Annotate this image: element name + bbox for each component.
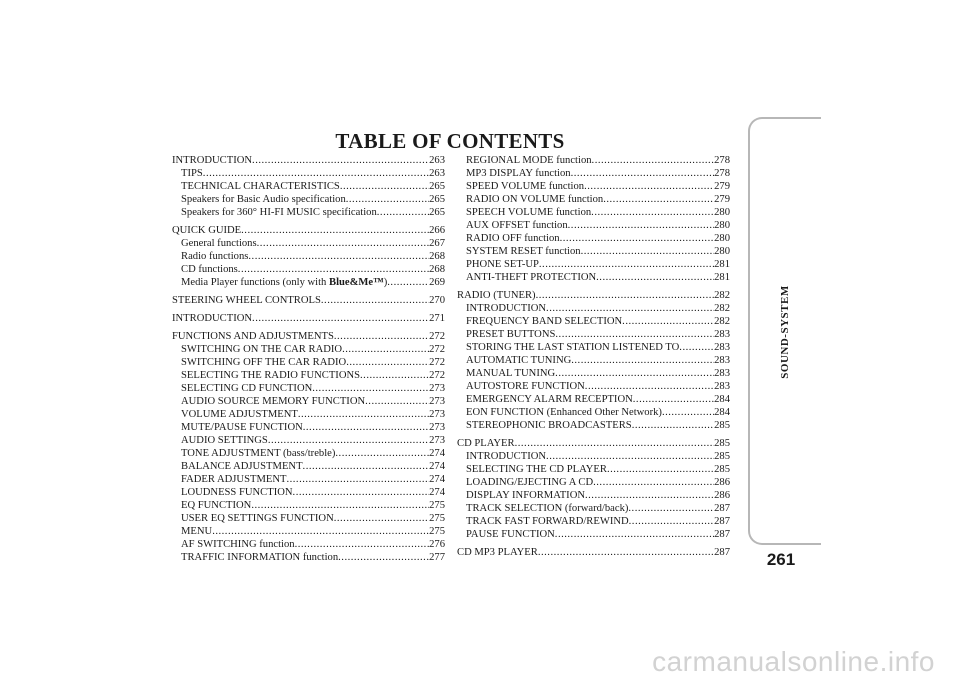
toc-entry-label: DISPLAY INFORMATION xyxy=(466,490,585,501)
toc-entry[interactable] xyxy=(172,395,445,408)
dot-leader xyxy=(603,193,714,206)
toc-entry-page: 273 xyxy=(429,422,445,433)
toc-left-column xyxy=(172,154,445,564)
toc-entry-page: 273 xyxy=(429,383,445,394)
dot-leader xyxy=(360,369,429,382)
toc-entry-page: 268 xyxy=(429,251,445,262)
toc-entry[interactable] xyxy=(457,258,730,271)
toc-entry-label: EQ FUNCTION xyxy=(181,500,252,511)
dot-leader xyxy=(622,315,714,328)
toc-entry-label: INTRODUCTION xyxy=(172,313,253,324)
dot-leader xyxy=(238,263,429,276)
toc-entry-page: 285 xyxy=(714,451,730,462)
toc-entry[interactable] xyxy=(172,193,445,206)
dot-leader xyxy=(568,219,714,232)
toc-entry-label: CD MP3 PLAYER xyxy=(457,547,538,558)
toc-entry[interactable] xyxy=(172,408,445,421)
toc-entry[interactable] xyxy=(172,294,445,307)
dot-leader xyxy=(632,419,714,432)
toc-entry-label: SWITCHING ON THE CAR RADIO xyxy=(181,344,343,355)
toc-entry-label: AUDIO SOURCE MEMORY FUNCTION xyxy=(181,396,366,407)
toc-entry-label: Speakers for 360° HI-FI MUSIC specification xyxy=(181,207,377,218)
dot-leader xyxy=(251,499,429,512)
dot-leader xyxy=(555,528,714,541)
toc-entry[interactable] xyxy=(457,302,730,315)
toc-entry[interactable] xyxy=(172,250,445,263)
toc-entry[interactable] xyxy=(457,502,730,515)
toc-entry[interactable] xyxy=(172,460,445,473)
dot-leader xyxy=(546,450,714,463)
toc-entry-label: FADER ADJUSTMENT xyxy=(181,474,287,485)
toc-entry-label: PRESET BUTTONS xyxy=(466,329,556,340)
toc-entry-label: VOLUME ADJUSTMENT xyxy=(181,409,298,420)
toc-entry[interactable] xyxy=(457,219,730,232)
section-tab-label: SOUND-SYSTEM xyxy=(779,285,791,379)
toc-entry[interactable] xyxy=(457,380,730,393)
toc-entry[interactable] xyxy=(457,463,730,476)
toc-entry[interactable] xyxy=(172,434,445,447)
toc-entry-label: MENU xyxy=(181,526,213,537)
toc-entry-label: TONE ADJUSTMENT (bass/treble) xyxy=(181,448,336,459)
toc-entry-label: TECHNICAL CHARACTERISTICS xyxy=(181,181,340,192)
dot-leader xyxy=(536,289,715,302)
dot-leader xyxy=(342,343,429,356)
toc-entry-page: 274 xyxy=(429,487,445,498)
toc-entry-page: 282 xyxy=(714,290,730,301)
toc-entry[interactable] xyxy=(172,167,445,180)
toc-entry-page: 286 xyxy=(714,490,730,501)
toc-entry-label: TRAFFIC INFORMATION function xyxy=(181,552,339,563)
toc-entry-page: 266 xyxy=(429,225,445,236)
dot-leader xyxy=(584,180,714,193)
toc-entry[interactable] xyxy=(172,356,445,369)
dot-leader xyxy=(555,328,714,341)
toc-entry[interactable] xyxy=(457,180,730,193)
dot-leader xyxy=(377,206,429,219)
toc-entry-page: 285 xyxy=(714,464,730,475)
toc-entry-page: 268 xyxy=(429,264,445,275)
dot-leader xyxy=(248,250,429,263)
toc-entry-label: FUNCTIONS AND ADJUSTMENTS xyxy=(172,331,334,342)
toc-entry[interactable] xyxy=(457,393,730,406)
toc-entry[interactable] xyxy=(172,499,445,512)
toc-entry-label: CD functions xyxy=(181,264,238,275)
toc-entry-page: 275 xyxy=(429,513,445,524)
dot-leader xyxy=(585,380,714,393)
toc-entry[interactable] xyxy=(172,473,445,486)
toc-entry[interactable] xyxy=(172,551,445,564)
toc-entry[interactable] xyxy=(457,271,730,284)
toc-entry-label: PAUSE FUNCTION xyxy=(466,529,555,540)
toc-entry-page: 287 xyxy=(714,503,730,514)
toc-entry-page: 283 xyxy=(714,342,730,353)
toc-entry-page: 274 xyxy=(429,461,445,472)
toc-entry-label: STEERING WHEEL CONTROLS xyxy=(172,295,321,306)
toc-entry-label: SYSTEM RESET function xyxy=(466,246,581,257)
toc-entry-label: SPEECH VOLUME function xyxy=(466,207,592,218)
toc-entry-page: 287 xyxy=(714,516,730,527)
toc-entry[interactable] xyxy=(457,193,730,206)
toc-entry-label: SWITCHING OFF THE CAR RADIO xyxy=(181,357,347,368)
toc-entry[interactable] xyxy=(172,237,445,250)
dot-leader xyxy=(585,489,714,502)
toc-entry[interactable] xyxy=(172,206,445,219)
toc-entry[interactable] xyxy=(457,328,730,341)
dot-leader xyxy=(596,271,714,284)
toc-entry-label: ANTI-THEFT PROTECTION xyxy=(466,272,597,283)
dot-leader xyxy=(571,354,714,367)
toc-entry-label: TRACK FAST FORWARD/REWIND xyxy=(466,516,629,527)
dot-leader xyxy=(212,525,429,538)
toc-entry-page: 273 xyxy=(429,435,445,446)
toc-entry-page: 282 xyxy=(714,316,730,327)
toc-entry[interactable] xyxy=(172,486,445,499)
dot-leader xyxy=(365,395,429,408)
toc-entry-page: 285 xyxy=(714,438,730,449)
toc-entry-label: AUTOSTORE FUNCTION xyxy=(466,381,585,392)
toc-entry-label: MP3 DISPLAY function xyxy=(466,168,571,179)
toc-entry-page: 283 xyxy=(714,329,730,340)
toc-entry-label: AUTOMATIC TUNING xyxy=(466,355,572,366)
toc-entry-label: FREQUENCY BAND SELECTION xyxy=(466,316,623,327)
dot-leader xyxy=(539,258,714,271)
dot-leader xyxy=(592,154,715,167)
dot-leader xyxy=(293,486,430,499)
toc-entry-page: 276 xyxy=(429,539,445,550)
toc-entry-label: Speakers for Basic Audio specification xyxy=(181,194,346,205)
toc-entry-page: 270 xyxy=(429,295,445,306)
toc-entry[interactable] xyxy=(172,369,445,382)
toc-entry-page: 272 xyxy=(429,357,445,368)
dot-leader xyxy=(338,551,429,564)
toc-entry[interactable] xyxy=(172,330,445,343)
toc-entry-label: PHONE SET-UP xyxy=(466,259,539,270)
toc-entry[interactable] xyxy=(457,476,730,489)
toc-entry[interactable] xyxy=(457,489,730,502)
toc-entry-label: EON FUNCTION (Enhanced Other Network) xyxy=(466,407,662,418)
toc-entry-page: 275 xyxy=(429,526,445,537)
toc-entry[interactable] xyxy=(172,538,445,551)
toc-entry-label: STEREOPHONIC BROADCASTERS xyxy=(466,420,632,431)
toc-entry-page: 283 xyxy=(714,368,730,379)
toc-entry-label: SELECTING CD FUNCTION xyxy=(181,383,313,394)
toc-entry-page: 287 xyxy=(714,529,730,540)
dot-leader xyxy=(346,356,429,369)
toc-entry-label: AUX OFFSET function xyxy=(466,220,568,231)
toc-entry-label: MANUAL TUNING xyxy=(466,368,556,379)
toc-entry-page: 287 xyxy=(714,547,730,558)
toc-entry-label: AF SWITCHING function xyxy=(181,539,295,550)
toc-entry[interactable] xyxy=(172,276,445,289)
toc-entry[interactable] xyxy=(172,512,445,525)
dot-leader xyxy=(312,382,429,395)
dot-leader xyxy=(334,512,429,525)
toc-entry-page: 263 xyxy=(429,155,445,166)
toc-entry[interactable] xyxy=(172,447,445,460)
dot-leader xyxy=(662,406,714,419)
dot-leader xyxy=(252,154,429,167)
toc-entry-label: INTRODUCTION xyxy=(466,303,547,314)
toc-entry-page: 269 xyxy=(429,277,445,288)
toc-entry-page: 273 xyxy=(429,409,445,420)
toc-entry[interactable] xyxy=(457,528,730,541)
toc-entry-page: 272 xyxy=(429,331,445,342)
toc-entry-label: STORING THE LAST STATION LISTENED TO xyxy=(466,342,680,353)
toc-entry-page: 285 xyxy=(714,420,730,431)
toc-entry-label: General functions xyxy=(181,238,257,249)
dot-leader xyxy=(335,447,429,460)
dot-leader xyxy=(591,206,714,219)
toc-entry[interactable] xyxy=(457,354,730,367)
dot-leader xyxy=(571,167,715,180)
dot-leader xyxy=(679,341,714,354)
toc-entry-label: INTRODUCTION xyxy=(172,155,253,166)
dot-leader xyxy=(241,224,429,237)
toc-entry-label: RADIO OFF function xyxy=(466,233,560,244)
toc-entry-label: USER EQ SETTINGS FUNCTION xyxy=(181,513,334,524)
toc-entry-page: 267 xyxy=(429,238,445,249)
dot-leader xyxy=(629,515,714,528)
dot-leader xyxy=(515,437,715,450)
toc-entry[interactable] xyxy=(457,341,730,354)
toc-entry-page: 272 xyxy=(429,344,445,355)
toc-entry-label: TRACK SELECTION (forward/back) xyxy=(466,503,629,514)
toc-entry[interactable] xyxy=(457,167,730,180)
toc-entry-page: 271 xyxy=(429,313,445,324)
toc-entry-page: 278 xyxy=(714,168,730,179)
toc-entry[interactable] xyxy=(172,263,445,276)
toc-entry-label: Media Player functions (only with Blue&Me™) xyxy=(181,277,388,288)
dot-leader xyxy=(298,408,429,421)
toc-entry[interactable] xyxy=(172,421,445,434)
toc-entry-page: 277 xyxy=(429,552,445,563)
dot-leader xyxy=(555,367,714,380)
dot-leader xyxy=(346,193,429,206)
toc-entry-page: 265 xyxy=(429,181,445,192)
dot-leader xyxy=(538,546,714,559)
dot-leader xyxy=(203,167,429,180)
toc-entry-label: LOUDNESS FUNCTION xyxy=(181,487,293,498)
dot-leader xyxy=(581,245,715,258)
toc-entry-label: Radio functions xyxy=(181,251,249,262)
dot-leader xyxy=(295,538,430,551)
toc-entry[interactable] xyxy=(457,419,730,432)
toc-entry[interactable] xyxy=(457,245,730,258)
toc-entry[interactable] xyxy=(172,382,445,395)
toc-entry[interactable] xyxy=(172,525,445,538)
toc-entry-page: 274 xyxy=(429,474,445,485)
toc-entry[interactable] xyxy=(172,312,445,325)
toc-entry[interactable] xyxy=(457,315,730,328)
toc-entry-label: EMERGENCY ALARM RECEPTION xyxy=(466,394,633,405)
toc-entry-label: MUTE/PAUSE FUNCTION xyxy=(181,422,303,433)
toc-entry[interactable] xyxy=(172,154,445,167)
dot-leader xyxy=(252,312,429,325)
toc-entry-label: BALANCE ADJUSTMENT xyxy=(181,461,303,472)
toc-entry[interactable] xyxy=(457,406,730,419)
toc-entry[interactable] xyxy=(457,154,730,167)
toc-entry-page: 280 xyxy=(714,220,730,231)
dot-leader xyxy=(257,237,430,250)
toc-entry-label: RADIO ON VOLUME function xyxy=(466,194,604,205)
toc-entry-label: CD PLAYER xyxy=(457,438,515,449)
toc-entry-page: 283 xyxy=(714,381,730,392)
watermark: carmanualsonline.info xyxy=(652,646,935,677)
dot-leader xyxy=(303,460,430,473)
toc-entry-page: 279 xyxy=(714,181,730,192)
toc-entry-page: 278 xyxy=(714,155,730,166)
dot-leader xyxy=(546,302,714,315)
toc-entry[interactable] xyxy=(457,546,730,559)
toc-entry-page: 272 xyxy=(429,370,445,381)
page-title: TABLE OF CONTENTS xyxy=(335,129,565,154)
toc-entry-page: 281 xyxy=(714,259,730,270)
dot-leader xyxy=(340,180,429,193)
toc-entry-page: 280 xyxy=(714,233,730,244)
toc-entry-page: 279 xyxy=(714,194,730,205)
toc-right-column xyxy=(457,154,730,559)
toc-entry[interactable] xyxy=(457,289,730,302)
toc-entry-page: 286 xyxy=(714,477,730,488)
toc-entry-label: RADIO (TUNER) xyxy=(457,290,536,301)
toc-entry[interactable] xyxy=(172,224,445,237)
toc-entry-page: 283 xyxy=(714,355,730,366)
toc-entry-page: 265 xyxy=(429,207,445,218)
toc-entry-page: 281 xyxy=(714,272,730,283)
toc-entry-label: TIPS xyxy=(181,168,203,179)
toc-entry[interactable] xyxy=(457,515,730,528)
toc-entry-label: QUICK GUIDE xyxy=(172,225,242,236)
dot-leader xyxy=(628,502,714,515)
toc-entry[interactable] xyxy=(457,437,730,450)
dot-leader xyxy=(593,476,714,489)
toc-entry-label: AUDIO SETTINGS xyxy=(181,435,268,446)
toc-entry-label: SELECTING THE CD PLAYER xyxy=(466,464,607,475)
toc-entry[interactable] xyxy=(457,232,730,245)
toc-entry-label: INTRODUCTION xyxy=(466,451,547,462)
toc-entry-page: 280 xyxy=(714,246,730,257)
toc-entry-label: LOADING/EJECTING A CD xyxy=(466,477,594,488)
page-number: 261 xyxy=(766,550,796,569)
dot-leader xyxy=(268,434,429,447)
toc-entry[interactable] xyxy=(457,367,730,380)
dot-leader xyxy=(607,463,714,476)
toc-entry[interactable] xyxy=(172,180,445,193)
dot-leader xyxy=(560,232,715,245)
toc-entry-page: 284 xyxy=(714,394,730,405)
dot-leader xyxy=(387,276,429,289)
dot-leader xyxy=(303,421,429,434)
toc-entry[interactable] xyxy=(172,343,445,356)
dot-leader xyxy=(633,393,714,406)
toc-entry-page: 275 xyxy=(429,500,445,511)
toc-entry-page: 265 xyxy=(429,194,445,205)
toc-entry[interactable] xyxy=(457,206,730,219)
toc-entry-label: SELECTING THE RADIO FUNCTIONS xyxy=(181,370,361,381)
toc-entry-label: SPEED VOLUME function xyxy=(466,181,585,192)
dot-leader xyxy=(334,330,429,343)
toc-entry-page: 284 xyxy=(714,407,730,418)
toc-entry-page: 282 xyxy=(714,303,730,314)
toc-entry-label: REGIONAL MODE function xyxy=(466,155,592,166)
dot-leader xyxy=(286,473,429,486)
toc-entry[interactable] xyxy=(457,450,730,463)
dot-leader xyxy=(321,294,429,307)
toc-entry-page: 280 xyxy=(714,207,730,218)
toc-entry-page: 273 xyxy=(429,396,445,407)
toc-entry-page: 263 xyxy=(429,168,445,179)
toc-entry-page: 274 xyxy=(429,448,445,459)
